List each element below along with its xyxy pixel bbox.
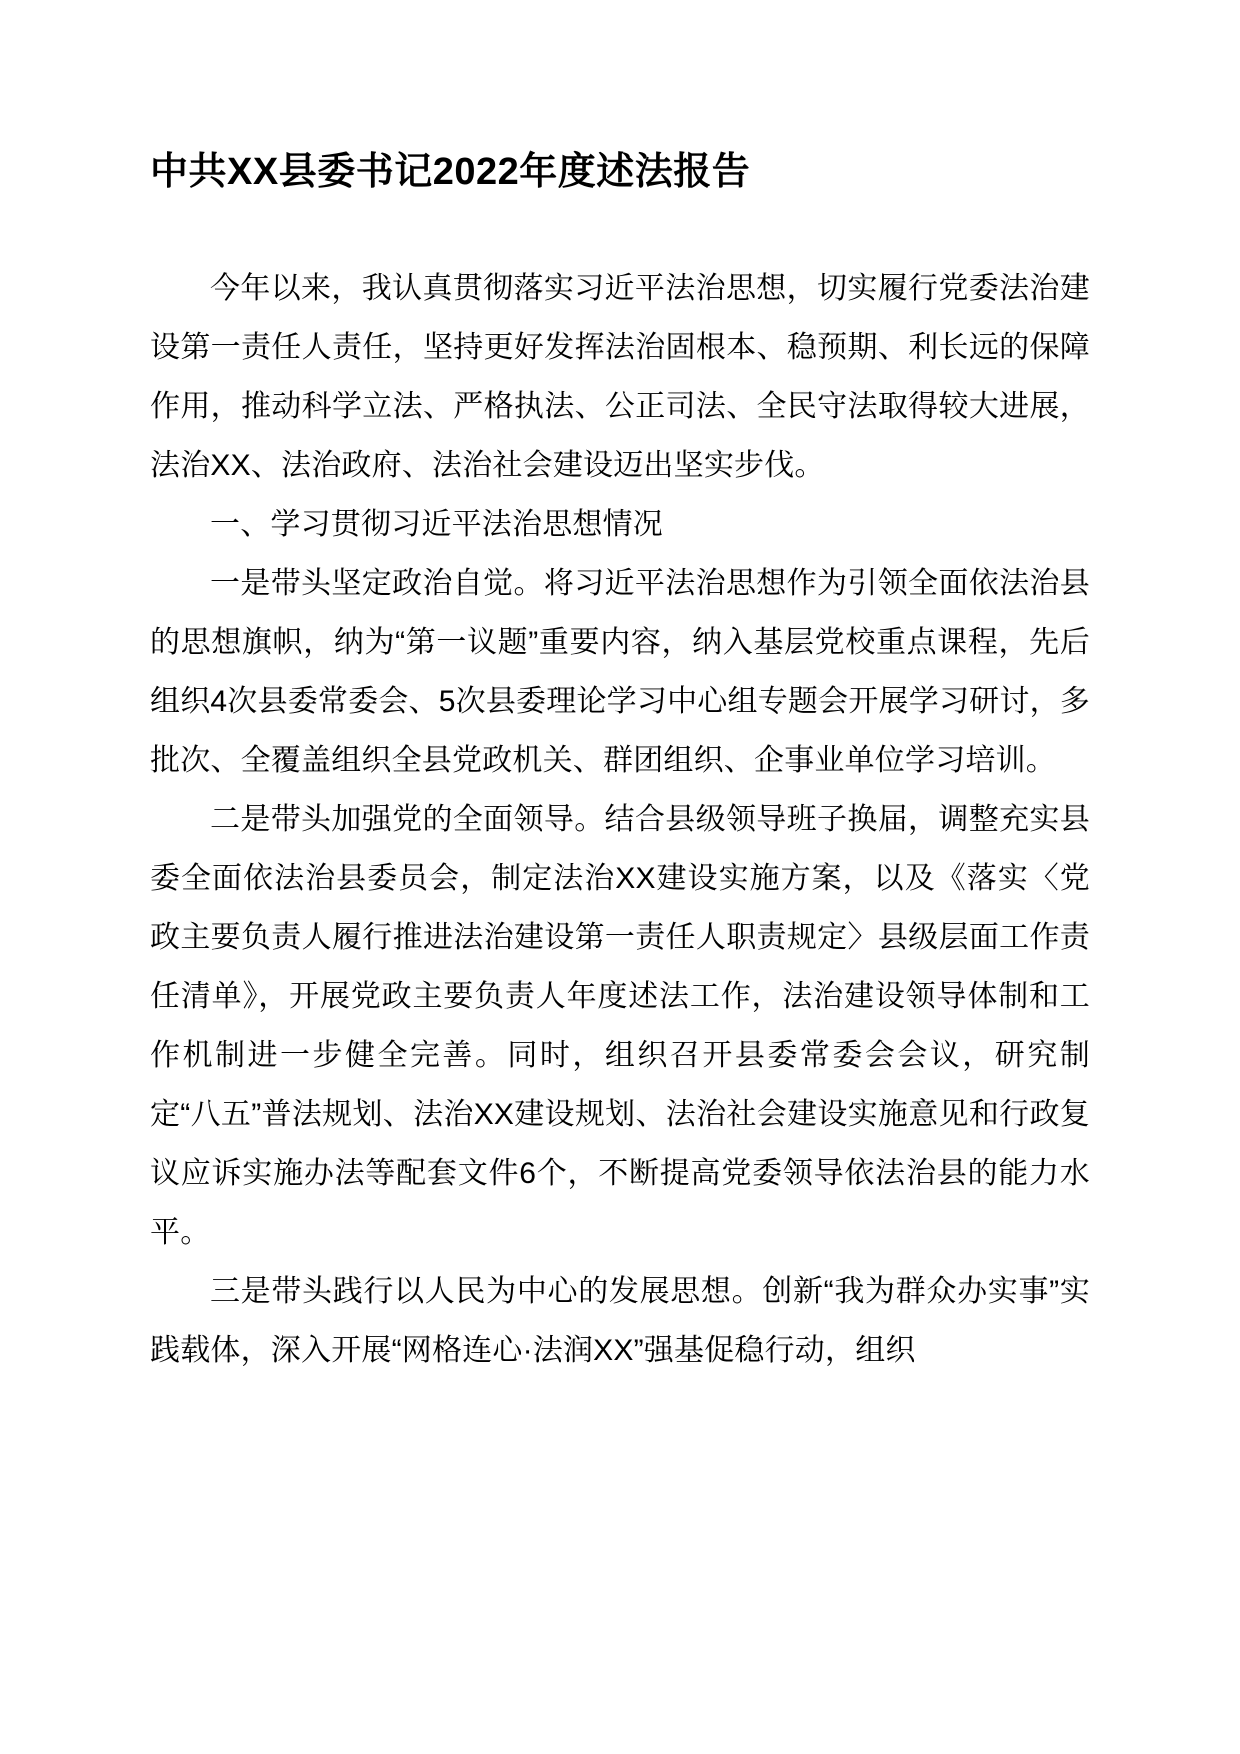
point-two-paragraph: 二是带头加强党的全面领导。结合县级领导班子换届，调整充实县委全面依法治县委员会，制定法治XX建设实施方案，以及《落实〈党政主要负责人履行推进法治建设第一责任人职责规定〉县级层面工作责任清单》，开展党政主要负责人年度述法工作，法治建设领导体制和工作机制进一步健全完善。同时，组织召开县委常委会会议，研究制定“八五”普法规划、法治XX建设规划、法治社会建设实施意见和行政复议应诉实施办法等配套文件6个，不断提高党委领导依法治县的能力水平。 xyxy=(150,803,1090,1250)
page-title: 中共XX县委书记2022年度述法报告 xyxy=(150,151,751,193)
document-content xyxy=(150,0,1090,1380)
point-one-paragraph: 一是带头坚定政治自觉。将习近平法治思想作为引领全面依法治县的思想旗帜，纳为“第一议题”重要内容，纳入基层党校重点课程，先后组织4次县委常委会、5次县委理论学习中心组专题会开展学习研讨，多批次、全覆盖组织全县党政机关、群团组织、企事业单位学习培训。 xyxy=(150,567,1090,778)
section-heading-one: 一、学习贯彻习近平法治思想情况 xyxy=(210,508,663,542)
document-body xyxy=(150,259,1090,1380)
point-three-paragraph: 三是带头践行以人民为中心的发展思想。创新“我为群众办实事”实践载体，深入开展“网格连心·法润XX”强基促稳行动，组织 xyxy=(150,1275,1090,1368)
opening-paragraph: 今年以来，我认真贯彻落实习近平法治思想，切实履行党委法治建设第一责任人责任，坚持更好发挥法治固根本、稳预期、利长远的保障作用，推动科学立法、严格执法、公正司法、全民守法取得较大进展，法治XX、法治政府、法治社会建设迈出坚实步伐。 xyxy=(150,272,1090,483)
